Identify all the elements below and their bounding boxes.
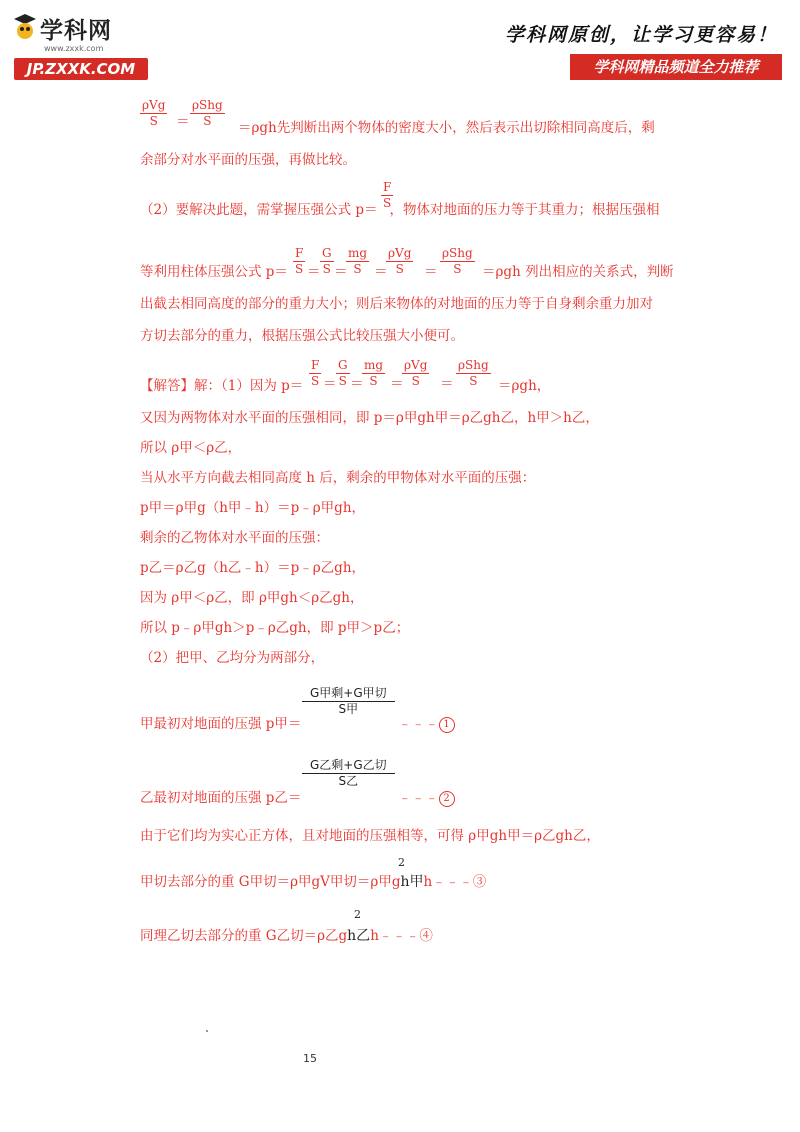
answer-tag: 【解答】 — [140, 378, 194, 394]
promo-banner: 学科网精品频道全力推荐 — [570, 54, 782, 80]
graduate-owl-icon — [14, 14, 36, 40]
answer-line: 【解答】解：（1）因为 p＝ — [140, 378, 304, 394]
page-header — [0, 0, 800, 90]
text-line: 又因为两物体对水平面的压强相同，即 p＝ρ甲gh甲＝ρ乙gh乙，h甲＞h乙， — [140, 410, 599, 426]
page-dot — [206, 1030, 208, 1032]
text-line: 同理乙切去部分的重 G乙切＝ρ乙gh乙h﹣﹣﹣④ — [140, 928, 433, 944]
fraction: $\frac{F}{S}$ — [383, 180, 392, 210]
text-line: 由于它们均为实心正方体，且对地面的压强相等，可得 ρ甲gh甲＝ρ乙gh乙， — [140, 828, 600, 844]
text-line: 出截去相同高度的部分的重力大小；则后来物体的对地面的压力等于自身剩余重力加对 — [140, 296, 653, 312]
text-line: 甲切去部分的重 G甲切＝ρ甲gV甲切＝ρ甲gh甲h﹣﹣﹣③ — [140, 874, 487, 890]
logo-url: www.zxxk.com — [44, 44, 104, 53]
text-line: ＝ρgh先判断出两个物体的密度大小，然后表示出切除相同高度后，剩 — [238, 120, 655, 136]
site-badge[interactable]: JP.ZXXK.COM — [14, 58, 148, 80]
fraction: ρShg S — [192, 98, 223, 128]
fraction: $\frac{G}{S}$ — [322, 246, 332, 276]
text-line: 等利用柱体压强公式 p＝ — [140, 264, 288, 280]
text-line: 当从水平方向截去相同高度 h 后，剩余的甲物体对水平面的压强： — [140, 470, 536, 486]
text-line: 剩余的乙物体对水平面的压强： — [140, 530, 329, 546]
equation-mark: ﹣﹣﹣ 2 — [398, 788, 455, 808]
text-line: 余部分对水平面的压强，再做比较。 — [140, 152, 356, 168]
text-line: 乙最初对地面的压强 p乙＝ — [140, 790, 302, 806]
fraction: $\frac{mg}{S}$ — [348, 246, 368, 276]
fraction: ρVg S — [388, 246, 412, 276]
equation-mark: ﹣﹣﹣ 1 — [398, 714, 455, 734]
fraction: ρVg S — [404, 358, 428, 388]
fraction: ρVg S — [142, 98, 166, 128]
text-line: 甲最初对地面的压强 p甲＝ — [140, 716, 302, 732]
fraction: G乙剩+G乙切 S乙 — [302, 758, 395, 789]
text-line: 所以 p﹣ρ甲gh＞p﹣ρ乙gh，即 p甲＞p乙； — [140, 620, 410, 636]
superscript: 2 — [354, 908, 361, 921]
text-line: p甲＝ρ甲g（h甲﹣h）＝p﹣ρ甲gh， — [140, 500, 366, 516]
fraction: G甲剩+G甲切 S甲 — [302, 686, 395, 717]
fraction: $\frac{G}{S}$ — [338, 358, 348, 388]
text-line: 方切去部分的重力，根据压强公式比较压强大小便可。 — [140, 328, 464, 344]
fraction: ρShg S — [458, 358, 489, 388]
fraction: ρShg S — [442, 246, 473, 276]
text-line: 所以 ρ甲＜ρ乙， — [140, 440, 242, 456]
text-line: 因为 ρ甲＜ρ乙，即 ρ甲gh＜ρ乙gh， — [140, 590, 364, 606]
superscript: 2 — [398, 856, 405, 869]
fraction: $\frac{mg}{S}$ — [364, 358, 384, 388]
slogan: 学科网原创，让学习更容易！ — [504, 24, 778, 46]
text-line: （2）把甲、乙均分为两部分， — [140, 650, 325, 666]
logo-name: 学科网 — [40, 18, 112, 44]
fraction: $\frac{F}{S}$ — [295, 246, 304, 276]
text-line: ＝ρgh 列出相应的关系式，判断 — [482, 264, 674, 280]
page-number: 15 — [303, 1052, 317, 1065]
fraction: $\frac{F}{S}$ — [311, 358, 320, 388]
text-line: （2）要解决此题，需掌握压强公式 p＝ ，物体对地面的压力等于其重力；根据压强相 — [140, 202, 660, 218]
text-line: ＝ρgh， — [498, 378, 551, 394]
text-line: p乙＝ρ乙g（h乙﹣h）＝p﹣ρ乙gh， — [140, 560, 366, 576]
